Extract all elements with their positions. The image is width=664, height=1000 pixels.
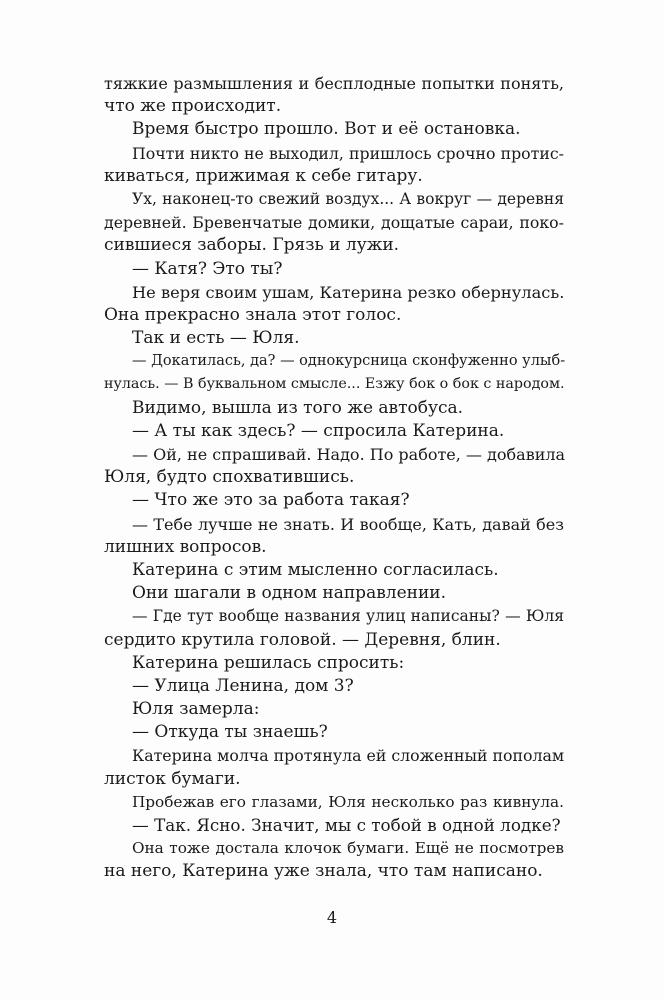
- body-text: [104, 72, 564, 884]
- text-line: что же происходит.: [104, 96, 282, 117]
- text-line: нулась. — В буквальном смысле... Езжу бок о бок с народом.: [104, 376, 565, 393]
- text-line: Так и есть — Юля.: [132, 328, 300, 349]
- text-line: Катерина с этим мысленно согласилась.: [132, 559, 499, 580]
- text-line: Пробежав его глазами, Юля несколько раз кивнула.: [132, 792, 564, 811]
- text-line: — Ой, не спрашивай. Надо. По работе, — добавила: [132, 445, 566, 464]
- text-line: — Тебе лучше не знать. И вообще, Кать, давай без: [132, 514, 564, 534]
- text-line: — Откуда ты знаешь?: [132, 722, 328, 743]
- text-line: Она прекрасно знала этот голос.: [104, 304, 402, 325]
- text-line: лишних вопросов.: [104, 536, 267, 557]
- text-line: Почти никто не выходил, пришлось срочно протис-: [132, 143, 564, 163]
- text-line: — Улица Ленина, дом 3?: [132, 675, 354, 696]
- text-line: Она тоже достала клочок бумаги. Ещё не посмотрев: [132, 839, 564, 858]
- page-number: 4: [326, 908, 338, 927]
- text-line: на него, Катерина уже знала, что там написано.: [104, 861, 543, 882]
- text-line: Юля, будто спохватившись.: [104, 467, 355, 488]
- text-line: — Докатилась, да? — однокурсница сконфуженно улыб-: [132, 353, 566, 370]
- text-line: Юля замерла:: [132, 699, 260, 720]
- text-line: деревней. Бревенчатые домики, дощатые сараи, поко-: [104, 213, 564, 233]
- text-line: тяжкие размышления и бесплодные попытки понять,: [104, 74, 564, 93]
- text-line: — Где тут вообще названия улиц написаны? — Юля: [132, 607, 564, 626]
- text-line: Катерина решилась спросить:: [132, 652, 405, 673]
- text-line: Ух, наконец-то свежий воздух... А вокруг — деревня: [132, 189, 564, 208]
- text-line: сившиеся заборы. Грязь и лужи.: [104, 235, 400, 256]
- text-line: — А ты как здесь? — спросила Катерина.: [132, 420, 505, 441]
- text-line: Время быстро прошло. Вот и её остановка.: [132, 119, 521, 140]
- text-line: сердито крутила головой. — Деревня, блин.: [104, 629, 501, 650]
- text-line: Они шагали в одном направлении.: [132, 583, 447, 604]
- text-line: листок бумаги.: [104, 768, 241, 789]
- text-line: Видимо, вышла из того же автобуса.: [132, 397, 464, 418]
- text-line: Не веря своим ушам, Катерина резко обернулась.: [132, 282, 565, 302]
- text-line: — Что же это за работа такая?: [132, 490, 410, 511]
- text-line: Катерина молча протянула ей сложенный пополам: [132, 746, 565, 766]
- text-line: киваться, прижимая к себе гитару.: [104, 165, 423, 186]
- text-line: — Так. Ясно. Значит, мы с тобой в одной лодке?: [132, 815, 561, 835]
- text-line: — Катя? Это ты?: [132, 258, 283, 279]
